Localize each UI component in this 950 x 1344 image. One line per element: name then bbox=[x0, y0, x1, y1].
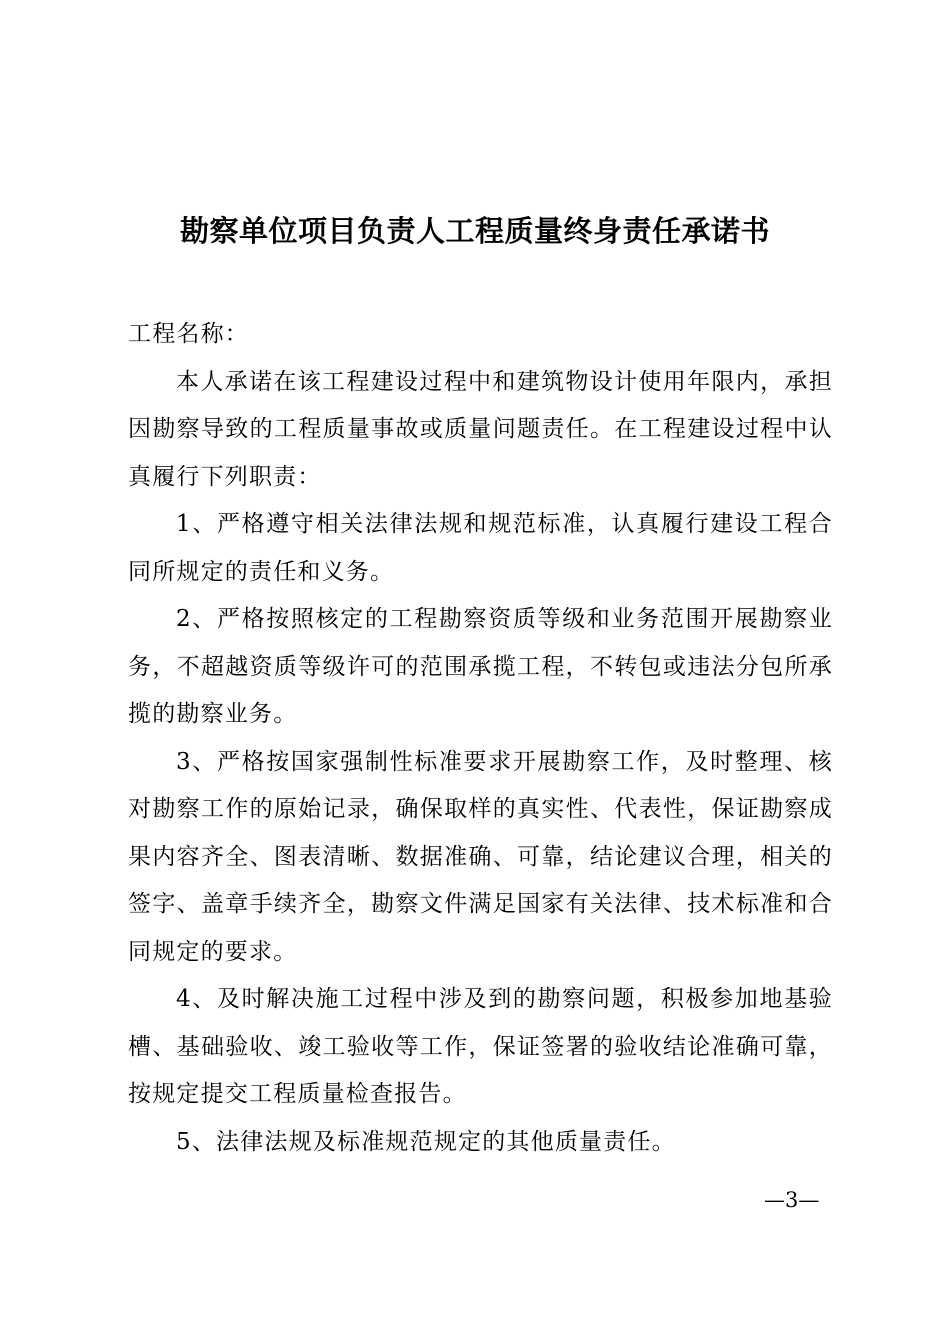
page-number: —3— bbox=[764, 1188, 820, 1212]
project-name-label: 工程名称： bbox=[128, 321, 249, 347]
intro-paragraph: 本人承诺在该工程建设过程中和建筑物设计使用年限内，承担因勘察导致的工程质量事故或质量问题责任。在工程建设过程中认真履行下列职责： bbox=[128, 368, 833, 490]
document-title: 勘察单位项目负责人工程质量终身责任承诺书 bbox=[179, 214, 770, 248]
duty-item-5: 5、法律法规及标准规范规定的其他质量责任。 bbox=[176, 1128, 676, 1155]
duty-item-4: 4、及时解决施工过程中涉及到的勘察问题，积极参加地基验槽、基础验收、竣工验收等工作，保证签署的验收结论准确可靠，按规定提交工程质量检查报告。 bbox=[128, 986, 833, 1107]
duty-item-2: 2、严格按照核定的工程勘察资质等级和业务范围开展勘察业务，不超越资质等级许可的范围承揽工程，不转包或违法分包所承揽的勘察业务。 bbox=[128, 606, 833, 727]
duty-item-1: 1、严格遵守相关法律法规和规范标准，认真履行建设工程合同所规定的责任和义务。 bbox=[128, 511, 833, 585]
document-body bbox=[128, 311, 833, 1166]
duty-item-3: 3、严格按国家强制性标准要求开展勘察工作，及时整理、核对勘察工作的原始记录，确保取样的真实性、代表性，保证勘察成果内容齐全、图表清晰、数据准确、可靠，结论建议合理，相关的签字、盖章手续齐全，勘察文件满足国家有关法律、技术标准和合同规定的要求。 bbox=[128, 748, 833, 965]
